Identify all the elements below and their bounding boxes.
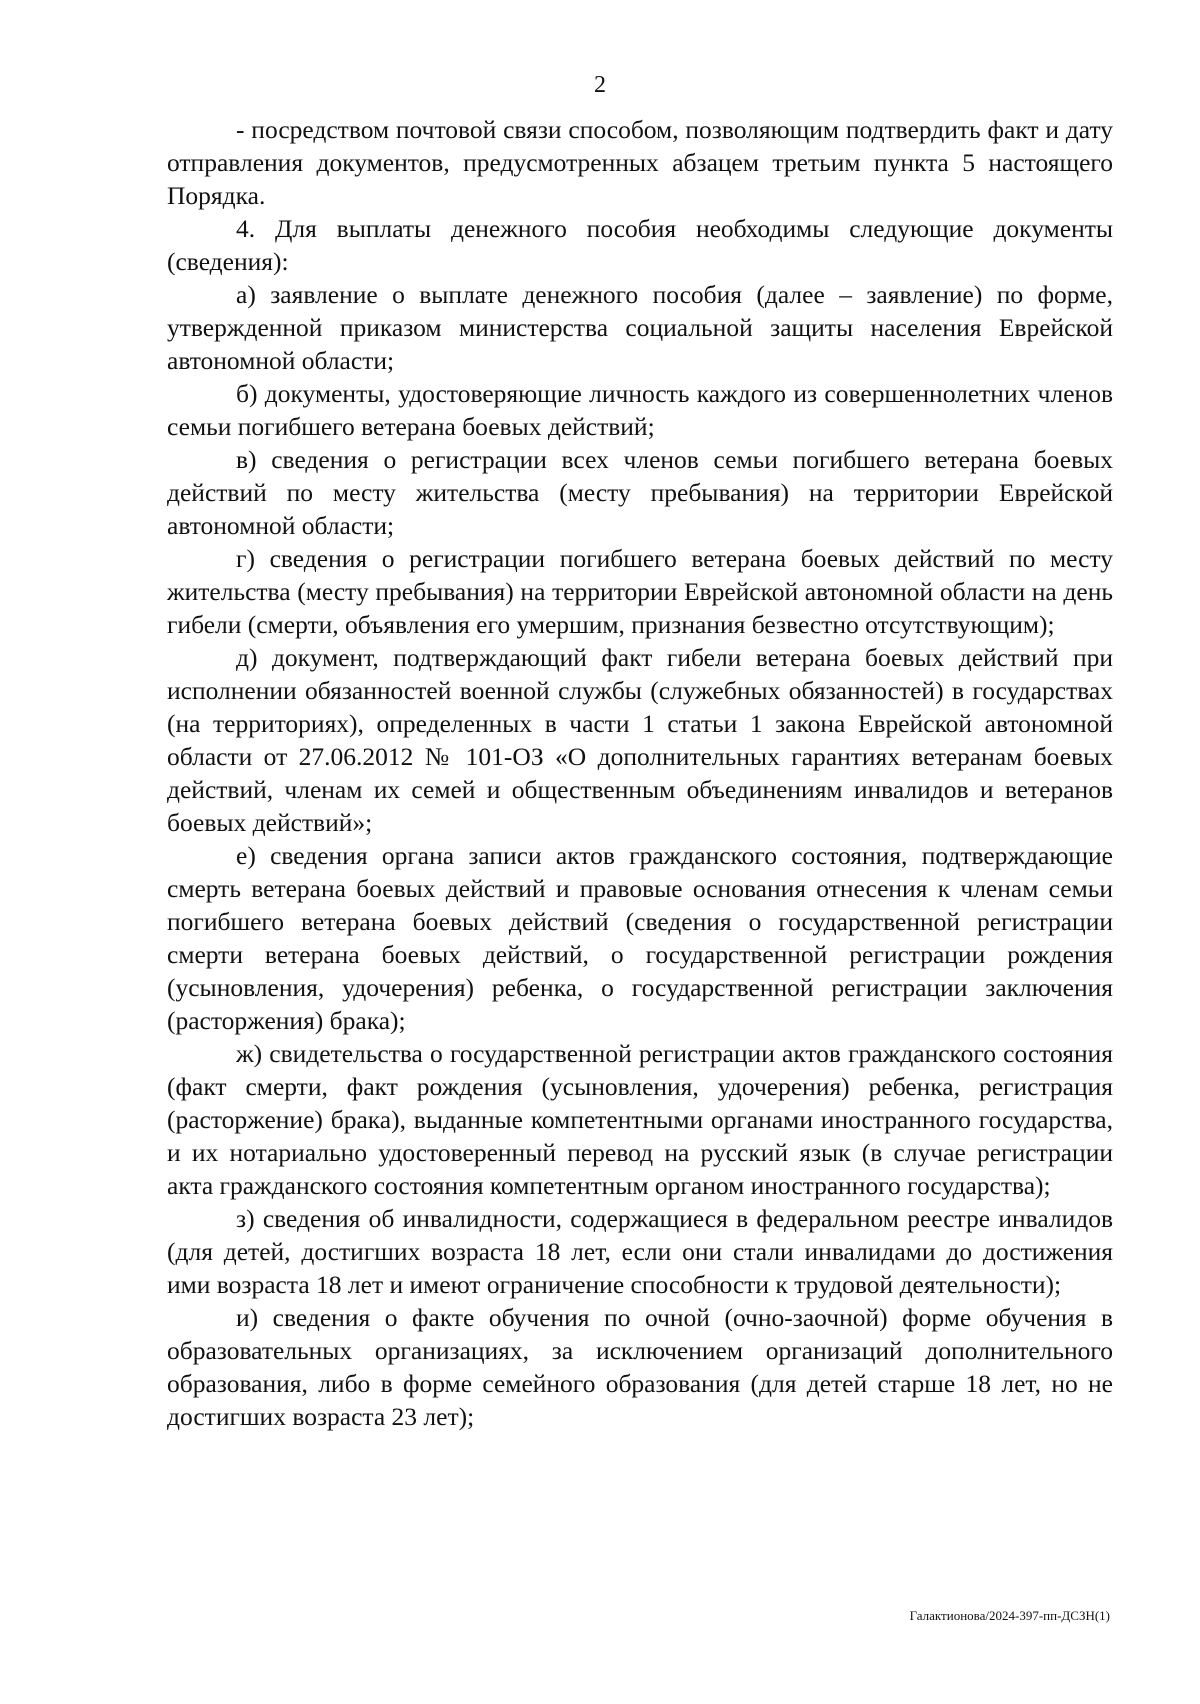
paragraph-subitem-e-civil-registry-info: е) сведения органа записи актов гражданского состояния, подтверждающие смерть ветерана боевых действий и правовые основания отнесения к членам семьи погибшего ветерана боевых действий (сведения о государственной регистрации смерти ветерана боевых действий, о государственной регистрации рождения (усыновления, удочерения) ребенка, о государственной регистрации заключения (расторжения) брака); xyxy=(167,841,1113,1035)
document-body xyxy=(167,113,1113,1433)
paragraph-subitem-a-application: а) заявление о выплате денежного пособия (далее – заявление) по форме, утвержденной приказом министерства социальной защиты населения Еврейской автономной области; xyxy=(167,280,1113,375)
paragraph-subitem-g-veteran-registration: г) сведения о регистрации погибшего ветерана боевых действий по месту жительства (месту пребывания) на территории Еврейской автономной области на день гибели (смерти, объявления его умершим, признания безвестно отсутствующим); xyxy=(167,544,1113,639)
paragraph-postal-delivery: - посредством почтовой связи способом, позволяющим подтвердить факт и дату отправления документов, предусмотренных абзацем третьим пункта 5 настоящего Порядка. xyxy=(167,115,1113,210)
page-number: 2 xyxy=(594,72,606,98)
paragraph-subitem-b-identity-documents: б) документы, удостоверяющие личность каждого из совершеннолетних членов семьи погибшего ветерана боевых действий; xyxy=(167,379,1113,441)
footer-document-code: Галактионова/2024-397-пп-ДСЗН(1) xyxy=(909,1608,1110,1623)
paragraph-subitem-zh-foreign-certificates: ж) свидетельства о государственной регистрации актов гражданского состояния (факт смерти, факт рождения (усыновления, удочерения) ребенка, регистрация (расторжение) брака), выданные компетентными органами иностранного государства, и их нотариально удостоверенный перевод на русский язык (в случае регистрации акта гражданского состояния компетентным органом иностранного государства); xyxy=(167,1039,1113,1200)
paragraph-subitem-v-family-registration: в) сведения о регистрации всех членов семьи погибшего ветерана боевых действий по месту жительства (месту пребывания) на территории Еврейской автономной области; xyxy=(167,445,1113,540)
paragraph-subitem-i-education-info: и) сведения о факте обучения по очной (очно-заочной) форме обучения в образовательных организациях, за исключением организаций дополнительного образования, либо в форме семейного образования (для детей старше 18 лет, но не достигших возраста 23 лет); xyxy=(167,1303,1113,1431)
paragraph-subitem-d-death-confirmation: д) документ, подтверждающий факт гибели ветерана боевых действий при исполнении обязанностей военной службы (служебных обязанностей) в государствах (на территориях), определенных в части 1 статьи 1 закона Еврейской автономной области от 27.06.2012 № 101-ОЗ «О дополнительных гарантиях ветеранам боевых действий, членам их семей и общественным объединениям инвалидов и ветеранов боевых действий»; xyxy=(167,643,1113,837)
paragraph-item-4-required-documents: 4. Для выплаты денежного пособия необходимы следующие документы (сведения): xyxy=(167,214,1113,276)
paragraph-subitem-z-disability-info: з) сведения об инвалидности, содержащиеся в федеральном реестре инвалидов (для детей, достигших возраста 18 лет, если они стали инвалидами до достижения ими возраста 18 лет и имеют ограничение способности к трудовой деятельности); xyxy=(167,1204,1113,1299)
